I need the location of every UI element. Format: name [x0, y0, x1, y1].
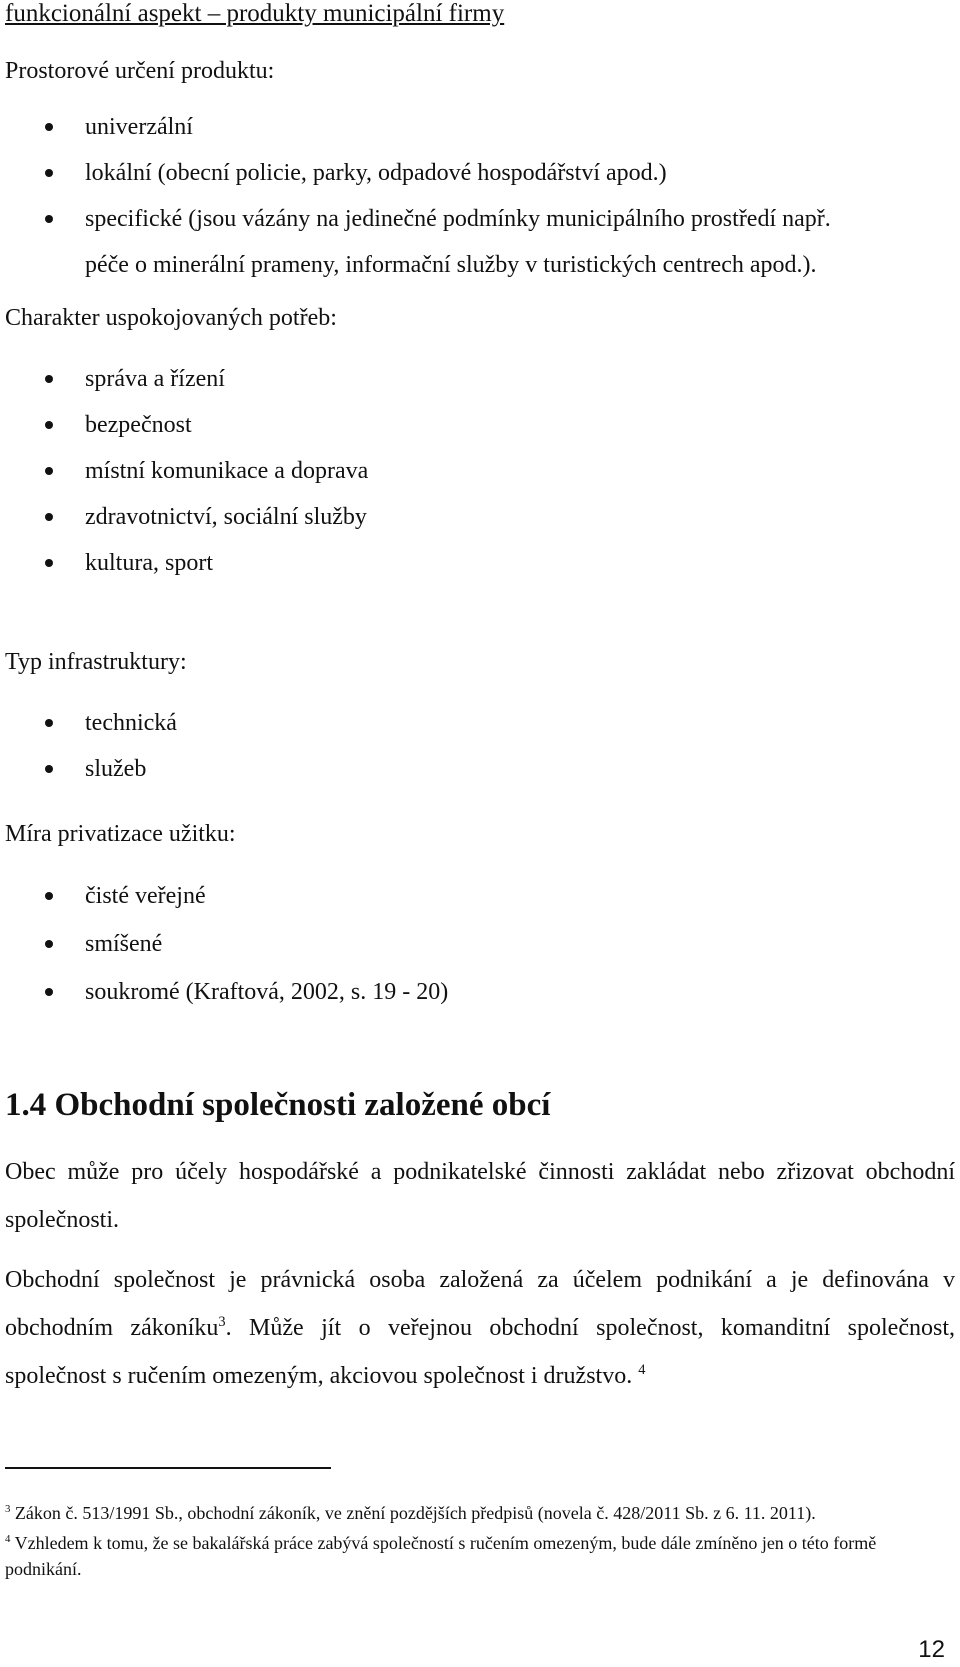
- section-label-privatization: Míra privatizace užitku:: [5, 821, 236, 847]
- page-number: 12: [918, 1636, 945, 1663]
- list-item: technická: [5, 700, 177, 746]
- section-heading: 1.4 Obchodní společnosti založené obcí: [5, 1087, 551, 1123]
- section-label-spatial: Prostorové určení produktu:: [5, 58, 275, 84]
- footnote-4: $^4$ Vzhledem k tomu, že se bakalářská práce zabývá společností s ručením omezeným, bude dále zmíněno jen o této formě podnikání.: [5, 1533, 877, 1579]
- footnote-number: 4: [5, 1533, 11, 1545]
- list-item: bezpečnost: [5, 402, 368, 448]
- bullet-list-needs: [5, 356, 368, 586]
- bullet-icon: [45, 719, 53, 727]
- list-item: lokální (obecní policie, parky, odpadové hospodářství apod.): [5, 150, 831, 196]
- bullet-icon: [45, 988, 53, 996]
- footnote-3: $^3$ Zákon č. 513/1991 Sb., obchodní zákoník, ve znění pozdějších předpisů (novela č. 428/2011 Sb. z 6. 11. 2011).: [5, 1503, 816, 1523]
- bullet-icon: [45, 421, 53, 429]
- bullet-icon: [45, 467, 53, 475]
- bullet-list-spatial: [5, 104, 831, 288]
- bullet-icon: [45, 765, 53, 773]
- bullet-icon: [45, 215, 53, 223]
- footnote-number: 3: [5, 1503, 11, 1515]
- list-item: kultura, sport: [5, 540, 368, 586]
- paragraph: Obec může pro účely hospodářské a podnikatelské činnosti zakládat nebo zřizovat obchodní společnosti.: [5, 1159, 955, 1233]
- bullet-icon: [45, 375, 53, 383]
- list-item: čisté veřejné: [5, 872, 448, 920]
- list-item: soukromé (Kraftová, 2002, s. 19 - 20): [5, 968, 448, 1016]
- footnote-separator: [5, 1467, 331, 1469]
- section-label-needs: Charakter uspokojovaných potřeb:: [5, 305, 337, 331]
- list-item: specifické (jsou vázány na jedinečné podmínky municipálního prostředí např.: [5, 196, 831, 242]
- topic-link[interactable]: funkcionální aspekt – produkty municipální firmy: [5, 0, 505, 27]
- paragraph-with-footnotes: Obchodní společnost je právnická osoba založená za účelem podnikání a je definována v obchodním zákoníku$^3$. Může jít o veřejnou obchodní společnost, komanditní společnost, společnost s ručením omezeným, akciovou společnost i družstvo. $^4$: [5, 1267, 955, 1389]
- bullet-list-infrastructure: [5, 700, 177, 792]
- list-item: správa a řízení: [5, 356, 368, 402]
- list-item: smíšené: [5, 920, 448, 968]
- list-item: místní komunikace a doprava: [5, 448, 368, 494]
- list-item-continuation: péče o minerální prameny, informační služby v turistických centrech apod.).: [85, 252, 817, 278]
- list-item: zdravotnictví, sociální služby: [5, 494, 368, 540]
- bullet-icon: [45, 169, 53, 177]
- bullet-icon: [45, 940, 53, 948]
- footnote-ref[interactable]: 3: [218, 1314, 226, 1330]
- list-item: univerzální: [5, 104, 831, 150]
- section-label-infrastructure: Typ infrastruktury:: [5, 649, 187, 675]
- bullet-icon: [45, 123, 53, 131]
- list-item: služeb: [5, 746, 177, 792]
- footnote-ref[interactable]: 4: [638, 1362, 646, 1378]
- bullet-icon: [45, 559, 53, 567]
- bullet-list-privatization: [5, 872, 448, 1016]
- bullet-icon: [45, 892, 53, 900]
- document-page: [5, 0, 955, 1667]
- bullet-icon: [45, 513, 53, 521]
